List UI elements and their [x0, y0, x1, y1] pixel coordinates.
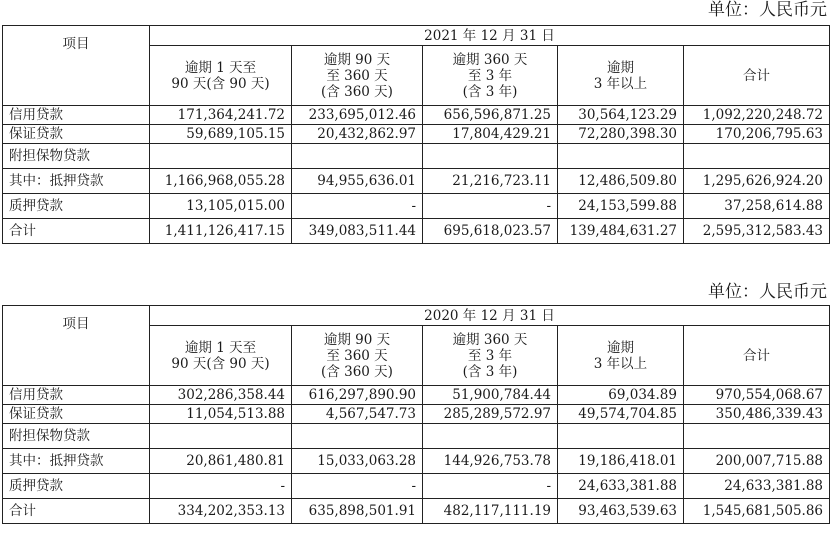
- cell: 15,033,063.28: [292, 449, 423, 474]
- cell: 349,083,511.44: [292, 219, 423, 244]
- row-label: 其中：抵押贷款: [3, 169, 150, 194]
- row-label: 信用贷款: [3, 106, 150, 125]
- cell: 24,153,599.88: [558, 194, 684, 219]
- table-row: [3, 194, 830, 219]
- date-header: 2020 年 12 月 31 日: [150, 306, 830, 326]
- cell: [684, 424, 830, 449]
- cell: 24,633,381.88: [558, 474, 684, 499]
- cell: 19,186,418.01: [558, 449, 684, 474]
- cell: 200,007,715.88: [684, 449, 830, 474]
- cell: 51,900,784.44: [423, 386, 558, 405]
- unit-label-2021: 单位：人民币元: [708, 0, 827, 20]
- row-label: 信用贷款: [3, 386, 150, 405]
- table-row: [3, 405, 830, 424]
- cell: 21,216,723.11: [423, 169, 558, 194]
- cell: 233,695,012.46: [292, 106, 423, 125]
- cell: 144,926,753.78: [423, 449, 558, 474]
- cell: 20,861,480.81: [150, 449, 292, 474]
- cell: -: [292, 194, 423, 219]
- cell: 482,117,111.19: [423, 499, 558, 524]
- cell: -: [423, 474, 558, 499]
- cell: -: [423, 194, 558, 219]
- cell: 1,545,681,505.86: [684, 499, 830, 524]
- row-label: 保证贷款: [3, 125, 150, 144]
- cell: [292, 144, 423, 169]
- cell: 93,463,539.63: [558, 499, 684, 524]
- cell: 285,289,572.97: [423, 405, 558, 424]
- col-header-1to90: 逾期 1 天至 90 天(含 90 天): [150, 326, 292, 386]
- cell: 17,804,429.21: [423, 125, 558, 144]
- cell: [423, 424, 558, 449]
- col-header-90to360: 逾期 90 天 至 360 天 (含 360 天): [292, 46, 423, 106]
- date-header: 2021 年 12 月 31 日: [150, 26, 830, 46]
- row-label: 其中：抵押贷款: [3, 449, 150, 474]
- cell: [423, 144, 558, 169]
- overdue-loans-table-2020: [2, 305, 830, 524]
- col-header-total: 合计: [684, 326, 830, 386]
- col-header-360to3y: 逾期 360 天 至 3 年 (含 3 年): [423, 326, 558, 386]
- cell: [558, 144, 684, 169]
- cell: 2,595,312,583.43: [684, 219, 830, 244]
- table-row: [3, 449, 830, 474]
- cell: 49,574,704.85: [558, 405, 684, 424]
- cell: 11,054,513.88: [150, 405, 292, 424]
- cell: 970,554,068.67: [684, 386, 830, 405]
- col-header-90to360: 逾期 90 天 至 360 天 (含 360 天): [292, 326, 423, 386]
- col-header-over3y: 逾期 3 年以上: [558, 46, 684, 106]
- cell: 24,633,381.88: [684, 474, 830, 499]
- cell: 334,202,353.13: [150, 499, 292, 524]
- cell: -: [150, 474, 292, 499]
- cell: 170,206,795.63: [684, 125, 830, 144]
- cell: 302,286,358.44: [150, 386, 292, 405]
- cell: 1,092,220,248.72: [684, 106, 830, 125]
- cell: [150, 424, 292, 449]
- table-row: [3, 386, 830, 405]
- cell: 656,596,871.25: [423, 106, 558, 125]
- cell: 1,295,626,924.20: [684, 169, 830, 194]
- table-row: [3, 169, 830, 194]
- col-header-1to90: 逾期 1 天至 90 天(含 90 天): [150, 46, 292, 106]
- cell: 13,105,015.00: [150, 194, 292, 219]
- row-label: 质押贷款: [3, 194, 150, 219]
- cell: 1,411,126,417.15: [150, 219, 292, 244]
- row-label: 合计: [3, 499, 150, 524]
- cell: 139,484,631.27: [558, 219, 684, 244]
- row-label: 保证贷款: [3, 405, 150, 424]
- cell: 37,258,614.88: [684, 194, 830, 219]
- overdue-loans-table-2021: [2, 25, 830, 244]
- cell: 69,034.89: [558, 386, 684, 405]
- cell: 635,898,501.91: [292, 499, 423, 524]
- cell: 72,280,398.30: [558, 125, 684, 144]
- cell: 12,486,509.80: [558, 169, 684, 194]
- table-row: [3, 106, 830, 125]
- cell: 4,567,547.73: [292, 405, 423, 424]
- cell: 171,364,241.72: [150, 106, 292, 125]
- cell: 20,432,862.97: [292, 125, 423, 144]
- table-row: [3, 424, 830, 449]
- unit-label-2020: 单位：人民币元: [708, 282, 827, 302]
- row-label: 附担保物贷款: [3, 144, 150, 169]
- cell: [684, 144, 830, 169]
- col-header-360to3y: 逾期 360 天 至 3 年 (含 3 年): [423, 46, 558, 106]
- table-row-total: [3, 499, 830, 524]
- row-label: 附担保物贷款: [3, 424, 150, 449]
- col-header-over3y: 逾期 3 年以上: [558, 326, 684, 386]
- cell: 94,955,636.01: [292, 169, 423, 194]
- cell: [150, 144, 292, 169]
- cell: 59,689,105.15: [150, 125, 292, 144]
- item-header: 项目: [3, 26, 150, 106]
- cell: [292, 424, 423, 449]
- cell: 616,297,890.90: [292, 386, 423, 405]
- cell: 695,618,023.57: [423, 219, 558, 244]
- cell: -: [292, 474, 423, 499]
- cell: 30,564,123.29: [558, 106, 684, 125]
- item-header: 项目: [3, 306, 150, 386]
- table-row-total: [3, 219, 830, 244]
- row-label: 合计: [3, 219, 150, 244]
- cell: [558, 424, 684, 449]
- row-label: 质押贷款: [3, 474, 150, 499]
- table-row: [3, 474, 830, 499]
- cell: 1,166,968,055.28: [150, 169, 292, 194]
- col-header-total: 合计: [684, 46, 830, 106]
- table-row: [3, 125, 830, 144]
- table-row: [3, 144, 830, 169]
- cell: 350,486,339.43: [684, 405, 830, 424]
